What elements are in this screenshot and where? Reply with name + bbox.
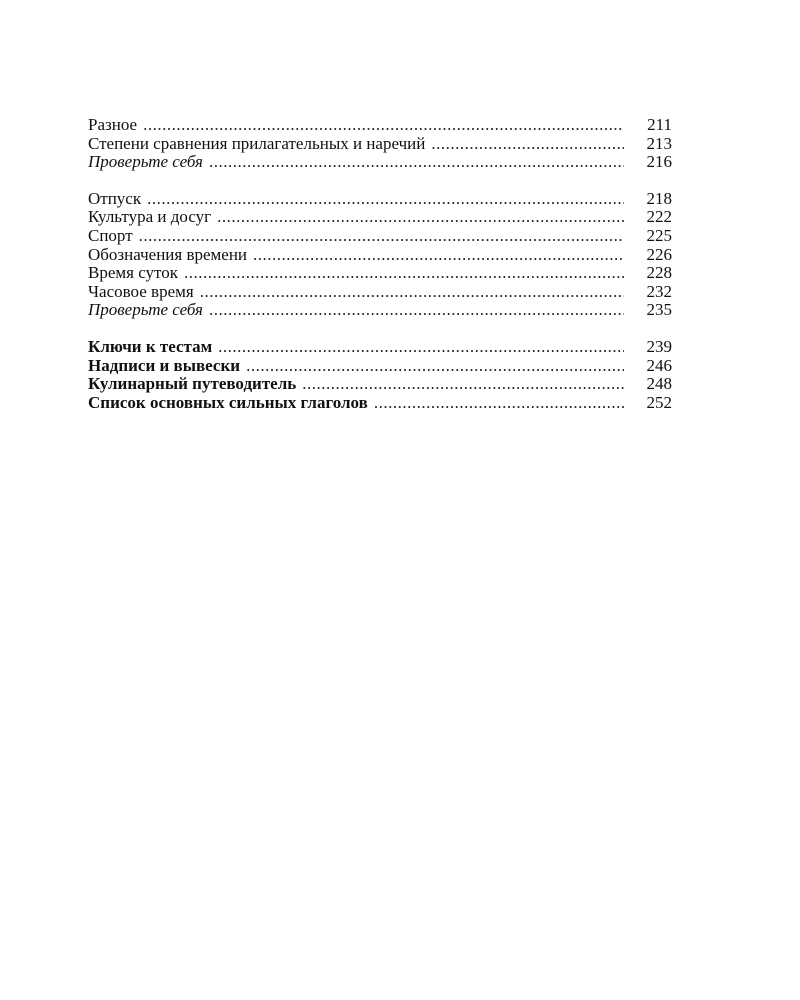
toc-entry-page: 216 xyxy=(646,152,672,172)
toc-entry-title: Проверьте себя xyxy=(88,152,203,172)
toc-entry-title: Проверьте себя xyxy=(88,300,203,320)
toc-entry[interactable] xyxy=(88,338,672,357)
toc-entry[interactable] xyxy=(88,246,672,265)
toc-entry[interactable] xyxy=(88,357,672,376)
toc-entry-title: Обозначения времени xyxy=(88,244,248,264)
toc-entry-page: 232 xyxy=(646,281,672,301)
toc-entry[interactable] xyxy=(88,301,672,320)
dot-leader xyxy=(209,301,624,320)
toc-entry[interactable] xyxy=(88,227,672,246)
toc-entry-title: Культура и досуг xyxy=(88,207,212,227)
toc-entry-title: Время суток xyxy=(88,263,178,283)
toc-entry-page: 248 xyxy=(646,374,672,394)
dot-leader xyxy=(253,246,624,265)
toc-entry[interactable] xyxy=(88,208,672,227)
dot-leader xyxy=(209,153,624,172)
toc-entry-title: Разное xyxy=(88,115,138,134)
toc-entry-page: 226 xyxy=(646,244,672,264)
toc-entry[interactable] xyxy=(88,135,672,154)
dot-leader xyxy=(184,264,624,283)
toc-entry-page: 252 xyxy=(646,392,672,412)
dot-leader xyxy=(217,208,624,227)
toc-group xyxy=(88,116,672,172)
dot-leader xyxy=(143,116,624,135)
toc-entry[interactable] xyxy=(88,375,672,394)
dot-leader xyxy=(374,394,624,413)
toc-entry-page: 218 xyxy=(646,188,672,208)
toc-entry[interactable] xyxy=(88,283,672,302)
dot-leader xyxy=(431,135,624,154)
toc-entry-title: Спорт xyxy=(88,225,133,245)
dot-leader xyxy=(302,375,624,394)
toc-entry-title: Степени сравнения прилагательных и наречий xyxy=(88,133,426,153)
toc-entry[interactable] xyxy=(88,264,672,283)
dot-leader xyxy=(200,283,624,302)
toc-entry[interactable] xyxy=(88,190,672,209)
dot-leader xyxy=(246,357,624,376)
toc-entry-title: Отпуск xyxy=(88,188,142,208)
dot-leader xyxy=(139,227,624,246)
toc-entry-page: 235 xyxy=(646,300,672,320)
toc-entry-page: 213 xyxy=(646,133,672,153)
toc-entry-page: 239 xyxy=(646,336,672,356)
dot-leader xyxy=(147,190,624,209)
toc-entry[interactable] xyxy=(88,394,672,413)
toc-group xyxy=(88,338,672,412)
table-of-contents xyxy=(88,116,672,412)
toc-entry-title: Список основных сильных глаголов xyxy=(88,392,368,412)
toc-entry-title: Кулинарный путеводитель xyxy=(88,374,297,394)
toc-entry-page: 222 xyxy=(646,207,672,227)
toc-entry[interactable] xyxy=(88,116,672,135)
toc-entry-page: 225 xyxy=(646,225,672,245)
toc-entry-page: 228 xyxy=(646,263,672,283)
toc-entry-page: 211 xyxy=(647,115,672,134)
toc-entry-title: Ключи к тестам xyxy=(88,336,213,356)
toc-entry[interactable] xyxy=(88,153,672,172)
toc-entry-title: Часовое время xyxy=(88,281,194,301)
toc-entry-page: 246 xyxy=(646,355,672,375)
toc-group xyxy=(88,190,672,320)
toc-entry-title: Надписи и вывески xyxy=(88,355,241,375)
dot-leader xyxy=(218,338,624,357)
